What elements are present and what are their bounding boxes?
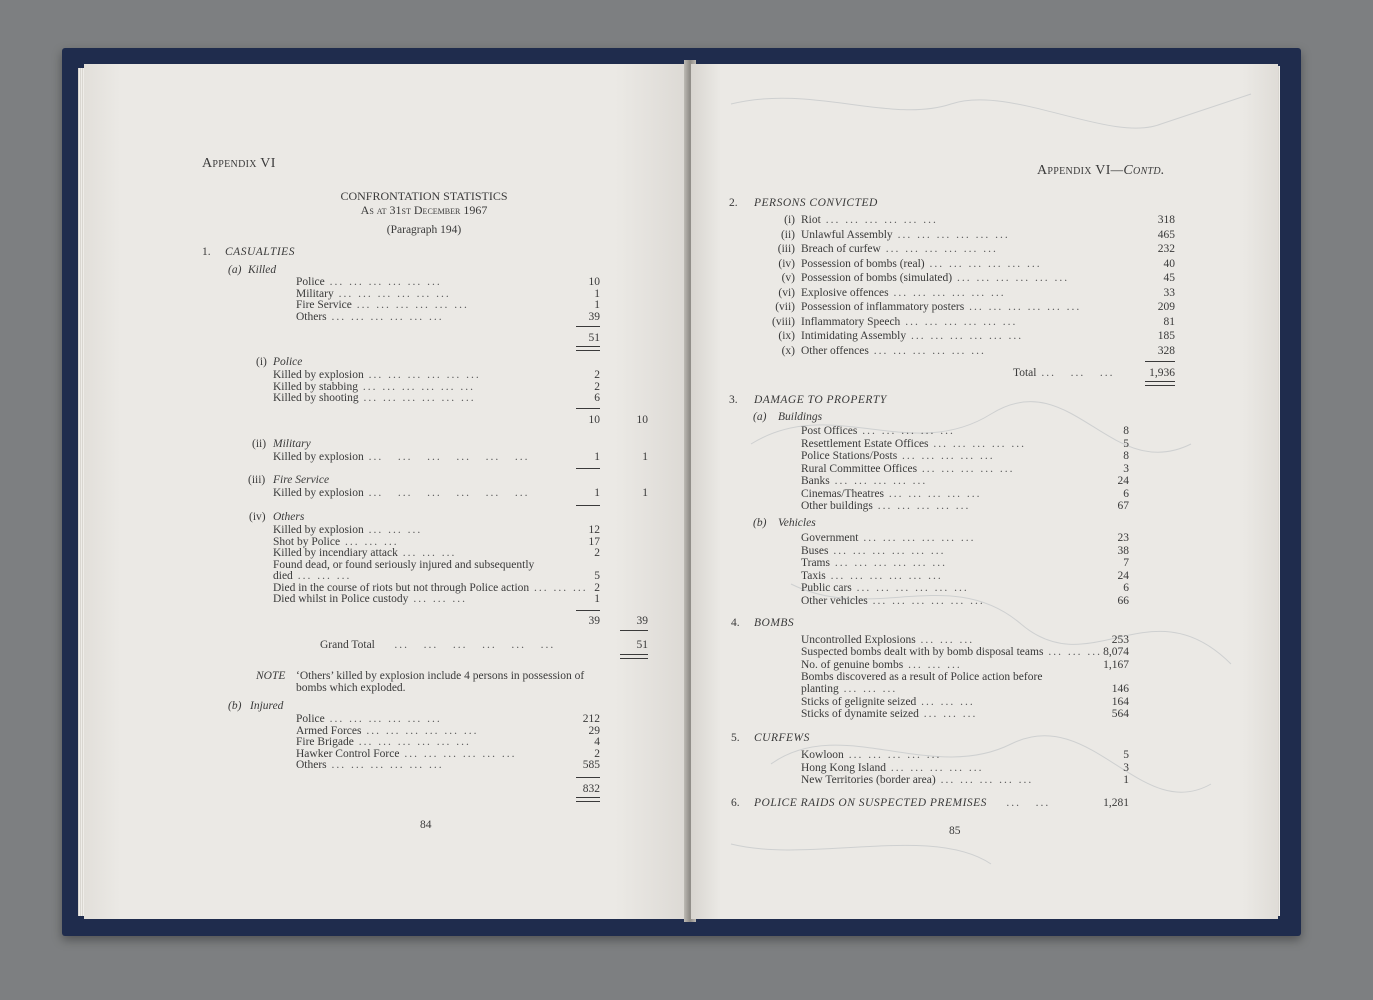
row-value: 5 [1123, 437, 1129, 450]
grand-total-label: Grand Total ... ... ... ... ... ... [320, 639, 556, 651]
dot-leader: ... ... ... ... ... ... [868, 344, 986, 357]
row-value: 38 [1117, 544, 1129, 557]
row-value: 1,167 [1103, 658, 1129, 671]
rule [576, 610, 600, 611]
dot-leader: ... ... ... ... ... ... [964, 301, 1082, 313]
row-value: 10 [588, 276, 600, 288]
subsection-label: (a) [753, 411, 767, 423]
row-label: planting ... ... ... [801, 683, 898, 696]
police-subtotal: 10 [588, 414, 600, 426]
row-label: Fire Service ... ... ... ... ... ... [296, 299, 469, 311]
rule [576, 468, 600, 469]
row-label: Resettlement Estate Offices ... ... ... ... ... [801, 437, 1027, 450]
dot-leader: ... ... ... ... ... ... [880, 243, 998, 255]
note-line: bombs which exploded. [296, 682, 406, 694]
group-number: (i) [256, 356, 267, 368]
dot-leader: ... ... ... ... ... ... [324, 276, 442, 288]
row-value: 1 [594, 593, 600, 605]
grand-total: 51 [636, 639, 648, 651]
row-label: Riot ... ... ... ... ... ... [801, 214, 938, 226]
row-value: 23 [1117, 532, 1129, 544]
dot-leader: ... ... ... ... ... ... [829, 557, 947, 569]
group-title: Police [273, 356, 303, 368]
row-value: 8 [1123, 425, 1129, 437]
row-number: (vii) [775, 301, 795, 313]
dot-leader: ... ... ... ... ... ... [858, 532, 976, 544]
dot-leader: ... ... ... ... ... ... [952, 272, 1070, 284]
row-label: Died in the course of riots but not through Police action ... ... ... [273, 581, 588, 594]
row-value: 24 [1117, 569, 1129, 582]
right-page [691, 64, 1278, 919]
raids-value: 1,281 [1103, 797, 1129, 809]
dot-leader: ... ... ... ... ... [857, 425, 955, 437]
row-value: 24 [1117, 475, 1129, 487]
row-value: 39 [588, 310, 600, 323]
dot-leader: ... ... ... ... ... [884, 487, 982, 500]
double-rule [576, 797, 600, 802]
row-value: 1 [594, 451, 600, 463]
row-value: 3 [1123, 761, 1129, 774]
row-label: Shot by Police ... ... ... [273, 535, 399, 548]
row-number: (iv) [778, 257, 795, 270]
row-value: 8,074 [1103, 646, 1129, 659]
row-value: 2 [594, 369, 600, 381]
dot-leader: ... ... ... ... ... [917, 462, 1015, 475]
row-label: Bombs discovered as a result of Police action before [801, 670, 1043, 683]
row-label: Inflammatory Speech ... ... ... ... ... ... [801, 315, 1018, 328]
double-rule [620, 654, 648, 659]
row-value: 12 [588, 524, 600, 536]
row-label: Killed by incendiary attack ... ... ... [273, 547, 457, 559]
row-number: (ix) [778, 330, 795, 342]
row-label: Died whilst in Police custody ... ... ... [273, 593, 467, 605]
page-number: 84 [420, 819, 432, 831]
row-label: Unlawful Assembly ... ... ... ... ... ... [801, 228, 1010, 241]
row-label: Armed Forces ... ... ... ... ... ... [296, 724, 479, 737]
note-label: NOTE [256, 670, 286, 682]
row-value: 3 [1123, 462, 1129, 475]
row-label: Other vehicles ... ... ... ... ... ... [801, 594, 985, 607]
dot-leader: ... ... ... ... ... ... [353, 736, 471, 748]
dot-leader: ... ... ... [838, 683, 898, 696]
dot-leader: ... ... ... [408, 593, 467, 605]
double-rule [576, 346, 600, 351]
row-label: Killed by explosion ... ... ... ... ... ... [273, 369, 481, 381]
dot-leader: ... ... ... ... ... ... [326, 759, 444, 771]
row-value: 1 [594, 299, 600, 311]
row-label: Taxis ... ... ... ... ... ... [801, 569, 943, 582]
row-value: 29 [588, 724, 600, 737]
row-label: Police ... ... ... ... ... ... [296, 276, 442, 288]
dot-leader: ... ... ... [916, 695, 975, 708]
row-label: Killed by explosion ... ... ... [273, 524, 423, 536]
row-label: Intimidating Assembly ... ... ... ... ... ... [801, 330, 1024, 342]
row-label: Hong Kong Island ... ... ... ... ... [801, 761, 984, 774]
subsection-title: Vehicles [778, 517, 816, 529]
row-value: 45 [1163, 272, 1175, 284]
row-label: Found dead, or found seriously injured and subsequently [273, 558, 535, 571]
row-value: 465 [1157, 228, 1175, 241]
section-title: BOMBS [754, 617, 795, 629]
row-label: Police Stations/Posts ... ... ... ... ... [801, 450, 995, 462]
row-value: 4 [594, 736, 600, 748]
row-value: 209 [1157, 301, 1175, 313]
section-title: CURFEWS [754, 732, 810, 744]
row-label: Killed by explosion ... ... ... ... ... ... [273, 487, 530, 499]
row-label: Breach of curfew ... ... ... ... ... ... [801, 243, 998, 255]
row-label: Explosive offences ... ... ... ... ... ... [801, 286, 1006, 299]
dot-leader: ... ... ... [397, 547, 457, 559]
row-value: 2 [594, 547, 600, 559]
row-number: (i) [784, 214, 795, 226]
row-value: 253 [1111, 634, 1129, 646]
row-value: 1 [594, 487, 600, 499]
row-label: Post Offices ... ... ... ... ... [801, 425, 955, 437]
row-value: 81 [1163, 315, 1175, 328]
row-value: 185 [1157, 330, 1175, 342]
row-value: 17 [588, 535, 600, 548]
row-label: Uncontrolled Explosions ... ... ... [801, 634, 975, 646]
note-line: ‘Others’ killed by explosion include 4 persons in possession of [296, 670, 585, 682]
subsection-label: (b) [753, 517, 767, 529]
row-label: Other offences ... ... ... ... ... ... [801, 344, 986, 357]
row-label: Other buildings ... ... ... ... ... [801, 500, 971, 512]
row-label: Possession of bombs (simulated) ... ... ... ... ... ... [801, 272, 1070, 284]
row-label: Government ... ... ... ... ... ... [801, 532, 976, 544]
dot-leader: ... ... ... [292, 570, 352, 582]
subsection-title: Injured [250, 700, 284, 712]
faint-map-show-through [691, 64, 1278, 919]
row-value: 212 [582, 713, 600, 725]
row-value: 1 [594, 287, 600, 300]
group-title: Fire Service [273, 474, 330, 486]
page-number: 85 [949, 825, 961, 837]
row-value: 66 [1117, 594, 1129, 607]
subsection-label: (b) [228, 700, 242, 712]
dot-leader: ... ... ... ... ... ... [361, 724, 479, 737]
row-number: (iii) [777, 243, 795, 255]
row-value: 5 [1123, 749, 1129, 761]
row-label: Banks ... ... ... ... ... [801, 475, 928, 487]
group-title: Military [273, 438, 311, 450]
military-total: 1 [642, 451, 648, 463]
row-value: 2 [594, 581, 600, 594]
row-value: 5 [594, 570, 600, 582]
row-label: New Territories (border area) ... ... ... ... ... [801, 774, 1034, 786]
left-page [84, 64, 688, 919]
section-number: 4. [731, 617, 740, 629]
row-value: 146 [1111, 683, 1129, 696]
row-number: (v) [781, 272, 795, 284]
dot-leader: ... ... ... ... ... ... [324, 713, 442, 725]
dot-leader: ... ... ... ... ... ... [867, 594, 985, 607]
row-value: 232 [1157, 243, 1175, 255]
dot-leader: ... ... ... ... ... ... [399, 747, 517, 760]
row-label: Others ... ... ... ... ... ... [296, 759, 444, 771]
row-label: Possession of inflammatory posters ... ... ... ... ... ... [801, 301, 1082, 313]
dot-leader: ... ... ... [529, 581, 588, 594]
appendix-heading-left: Appendix VI [202, 156, 276, 171]
others-subtotal: 39 [588, 615, 600, 627]
dot-leader: ... ... ... ... ... ... [825, 569, 943, 582]
police-total: 10 [636, 414, 648, 426]
section-number: 5. [731, 732, 740, 744]
row-value: 318 [1157, 214, 1175, 226]
row-value: 6 [594, 392, 600, 404]
row-label: Buses ... ... ... ... ... ... [801, 544, 946, 557]
row-label: Fire Brigade ... ... ... ... ... ... [296, 736, 471, 748]
rule [576, 505, 600, 506]
dot-leader: ... ... ... ... ... [872, 500, 971, 512]
dot-leader: ... ... ... ... ... ... [924, 257, 1042, 270]
dot-leader: ... ... ... ... ... ... [892, 228, 1010, 241]
appendix-heading-right: Appendix VI—Contd. [1037, 163, 1165, 178]
row-label: Sticks of gelignite seized ... ... ... [801, 695, 975, 708]
dot-leader: ... ... ... [915, 634, 975, 646]
section-title: CASUALTIES [225, 246, 295, 258]
rule [576, 408, 600, 409]
row-label: Rural Committee Offices ... ... ... ... ... [801, 462, 1015, 475]
row-label: Possession of bombs (real) ... ... ... ... ... ... [801, 257, 1042, 270]
section-number: 1. [202, 246, 211, 258]
dot-leader: ... ... ... ... ... ... [363, 369, 481, 381]
convicted-total: 1,936 [1149, 367, 1175, 379]
row-label: Killed by shooting ... ... ... ... ... ... [273, 392, 476, 404]
row-label: Police ... ... ... ... ... ... [296, 713, 442, 725]
row-value: 6 [1123, 487, 1129, 500]
row-label: Trams ... ... ... ... ... ... [801, 557, 947, 569]
rule [576, 777, 600, 778]
fire-total: 1 [642, 487, 648, 499]
row-label: Killed by explosion ... ... ... ... ... ... [273, 451, 530, 463]
row-number: (vi) [778, 286, 795, 299]
dot-leader: ... ... ... ... ... ... [326, 310, 444, 323]
row-value: 1 [1123, 774, 1129, 786]
section-title: PERSONS CONVICTED [754, 197, 878, 209]
document-subtitle: As at 31st December 1967 [360, 203, 488, 217]
dot-leader: ... ... ... ... ... ... [358, 392, 476, 404]
dot-leader: ... ... ... [363, 524, 423, 536]
others-total: 39 [636, 615, 648, 627]
rule [576, 326, 600, 327]
dot-leader: ... ... ... ... ... [928, 437, 1027, 450]
row-value: 6 [1123, 582, 1129, 594]
dot-leader: ... ... ... ... ... ... [820, 214, 938, 226]
row-label: Cinemas/Theatres ... ... ... ... ... [801, 487, 982, 500]
dot-leader: ... ... ... ... ... [885, 761, 984, 774]
dot-leader: ... ... ... ... ... [829, 475, 928, 487]
rule [1145, 361, 1175, 362]
dot-leader: ... ... ... ... ... ... [351, 299, 469, 311]
group-number: (ii) [252, 438, 267, 450]
dot-leader: ... ... ... ... ... ... [357, 380, 475, 393]
row-value: 2 [594, 380, 600, 393]
dot-leader: ... ... ... [340, 535, 399, 548]
dot-leader: ... ... ... [918, 707, 978, 720]
dot-leader: ... ... ... ... ... [935, 774, 1034, 786]
row-value: 67 [1117, 500, 1129, 512]
subsection-label: (a) [228, 264, 242, 276]
row-label: Kowloon ... ... ... ... ... [801, 749, 942, 761]
rule [620, 630, 648, 631]
dot-leader: ... ... ... ... ... ... [333, 287, 451, 300]
dot-leader: ... ... ... ... ... ... [906, 330, 1024, 342]
injured-total: 832 [582, 783, 600, 795]
document-title: CONFRONTATION STATISTICS [340, 189, 508, 203]
row-label: Killed by stabbing ... ... ... ... ... ... [273, 380, 475, 393]
section-title: DAMAGE TO PROPERTY [754, 394, 887, 406]
dot-leader: ... ... ... ... ... [897, 450, 995, 462]
dot-leader: ... ... ... ... ... ... [851, 582, 969, 594]
subsection-title: Killed [248, 264, 277, 276]
row-value: 564 [1111, 707, 1129, 720]
dot-leader: ... ... ... ... ... ... [828, 544, 946, 557]
row-label: Suspected bombs dealt with by bomb disposal teams ... ... ... [801, 646, 1102, 659]
row-label: Others ... ... ... ... ... ... [296, 310, 444, 323]
row-value: 8 [1123, 450, 1129, 462]
section-title: POLICE RAIDS ON SUSPECTED PREMISES ... ... [754, 797, 1051, 809]
row-value: 40 [1163, 257, 1175, 270]
subsection-title: Buildings [778, 411, 823, 423]
dot-leader: ... ... ... ... ... [843, 749, 942, 761]
row-value: 328 [1157, 344, 1175, 357]
double-rule [1145, 381, 1175, 386]
row-value: 2 [594, 747, 600, 760]
dot-leader: ... ... ... [1043, 646, 1102, 659]
row-number: (ii) [780, 228, 795, 241]
row-number: (x) [781, 344, 795, 357]
dot-leader: ... ... ... [903, 658, 962, 671]
row-label: No. of genuine bombs ... ... ... [801, 658, 962, 671]
total-label: Total ... ... ... [1013, 367, 1115, 379]
section-number: 2. [729, 197, 738, 209]
dot-leader: ... ... ... ... ... ... [900, 315, 1018, 328]
group-number: (iii) [248, 474, 266, 486]
row-label: Public cars ... ... ... ... ... ... [801, 582, 969, 594]
group-title: Others [273, 511, 305, 523]
dot-leader: ... ... ... ... ... ... [888, 286, 1006, 299]
row-label: died ... ... ... [273, 570, 352, 582]
section-number: 3. [729, 394, 738, 406]
row-value: 33 [1163, 286, 1175, 299]
row-label: Hawker Control Force ... ... ... ... ... ... [296, 747, 517, 760]
row-value: 585 [582, 759, 600, 771]
paragraph-reference: (Paragraph 194) [386, 224, 462, 236]
row-value: 164 [1111, 695, 1129, 708]
killed-total: 51 [588, 332, 600, 344]
row-label: Military ... ... ... ... ... ... [296, 287, 451, 300]
section-number: 6. [731, 797, 740, 809]
row-label: Sticks of dynamite seized ... ... ... [801, 707, 978, 720]
row-value: 7 [1123, 557, 1129, 569]
row-number: (viii) [772, 315, 795, 328]
group-number: (iv) [249, 511, 266, 523]
